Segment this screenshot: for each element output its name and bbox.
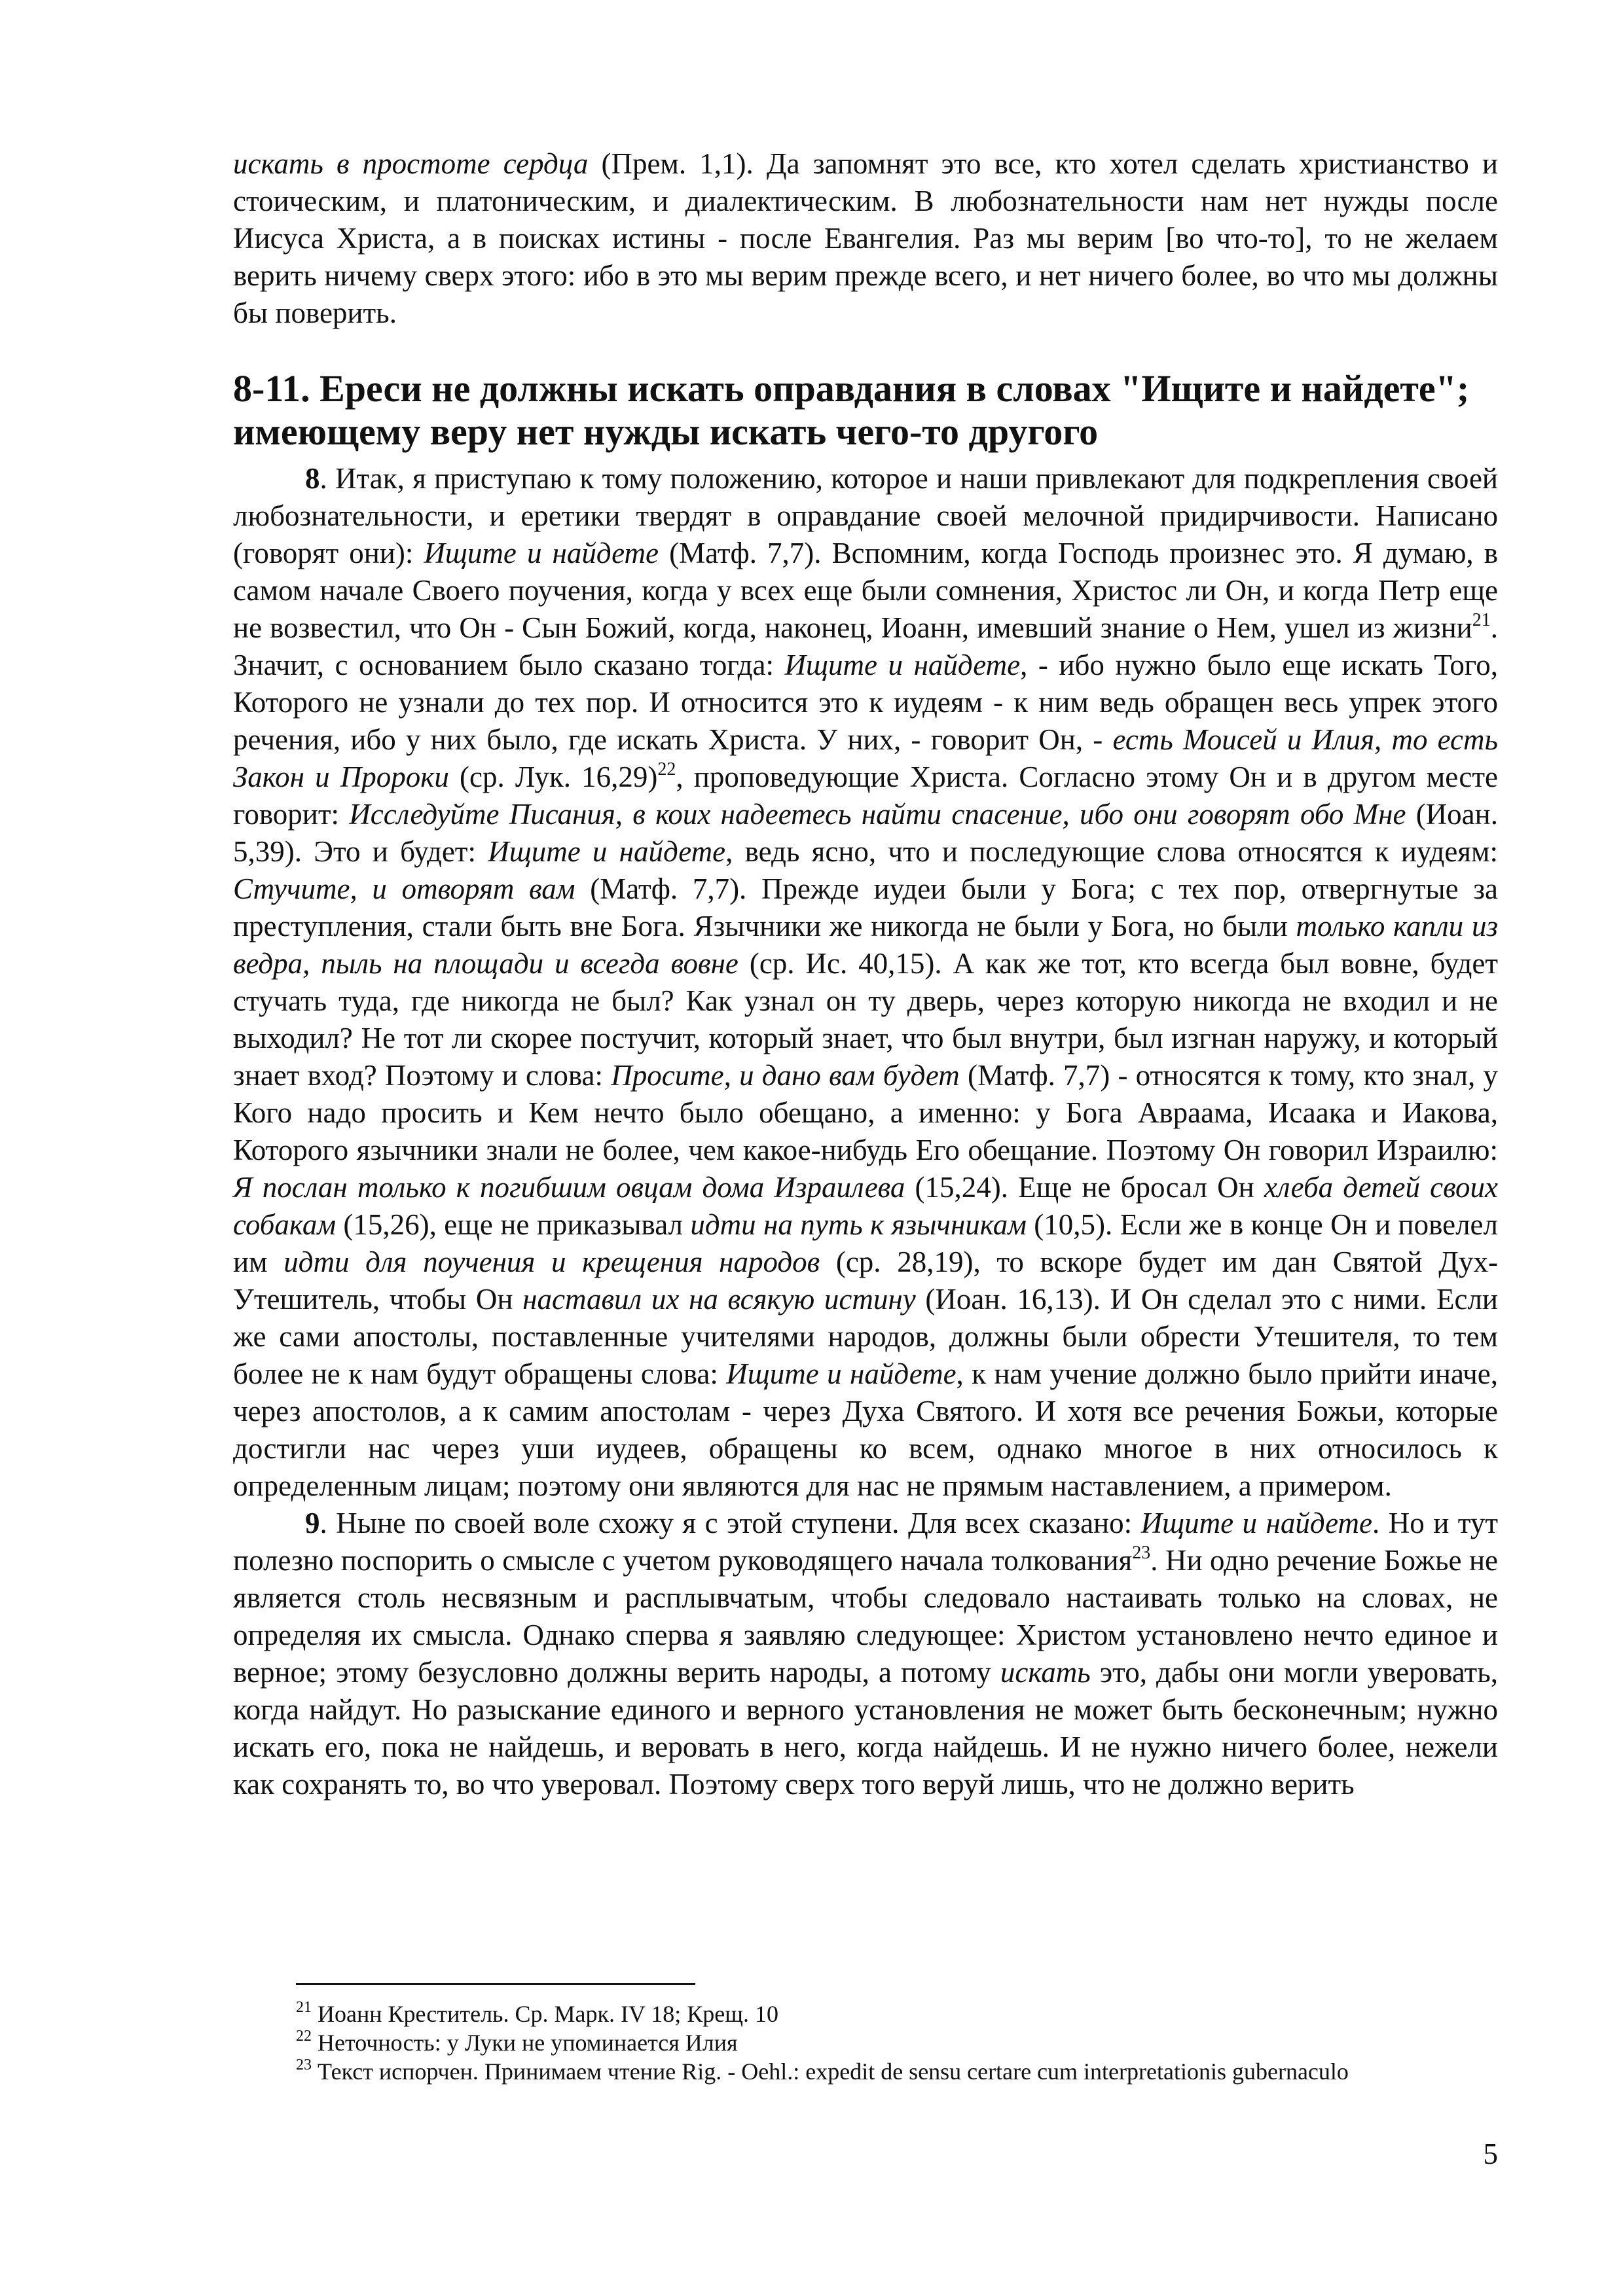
quotation: искать	[1000, 1656, 1091, 1689]
text-run: (Матф. 7,7). Прежде иудеи были у Бога; с тех пор, отвергнутые за преступления, стали быть вне Бога. Язычники же никогда не были у Бога, но были	[233, 872, 1498, 942]
text-run: , проповедующие Христа. Согласно этому Он и в другом месте говорит:	[233, 761, 1498, 831]
text-run: (Прем. 1,1). Да запомнят это все, кто хотел сделать христианство и стоическим, и платоническим, и диалектическим. В любознательности нам нет нужды после Иисуса Христа, а в поисках истины - после Евангелия. Раз мы верим [во что-то], то не желаем верить ничему сверх этого: ибо в это мы верим прежде всего, и нет ничего более, во что мы должны бы поверить.	[233, 147, 1498, 329]
text-run: . Итак, я приступаю к тому положению, которое и наши привлекают для подкрепления своей любознательности, и еретики твердят в оправдание своей мелочной придирчивости. Написано (говорят они):	[233, 462, 1498, 569]
paragraph-8	[233, 460, 1498, 1505]
footnote-text: Неточность: у Луки не упоминается Илия	[318, 2030, 738, 2056]
quotation: Ищите и найдете	[488, 835, 726, 868]
footnote-23	[233, 2057, 1498, 2086]
page-number: 5	[1483, 2138, 1498, 2170]
footnote-ref: 22	[657, 759, 676, 780]
quotation: идти на путь к язычникам	[690, 1208, 1027, 1241]
footnote-22	[233, 2028, 1498, 2057]
quotation: Исследуйте Писания, в коих надеетесь найти спасение, ибо они говорят обо Мне	[349, 798, 1406, 831]
text-run: это, дабы они могли уверовать, когда найдут. Но разыскание единого и верного установления не может быть бесконечным; нужно искать его, пока не найдешь, и веровать в него, когда найдешь. И не нужно ничего более, нежели как сохранять то, во что уверовал. Поэтому сверх того веруй лишь, что не должно верить	[233, 1656, 1498, 1801]
quotation: Стучите, и отворят вам	[233, 872, 575, 905]
text-run: (ср. Ис. 40,15). А как же тот, кто всегда был вовне, будет стучать туда, где никогда не был? Как узнал он ту дверь, через которую никогда не входил и не выходил? Не тот ли скорее постучит, который знает, что был внутри, был изгнан наружу, и который знает вход? Поэтому и слова:	[233, 947, 1499, 1092]
text-run: (10,5). Если же в конце Он и повелел им	[233, 1208, 1498, 1278]
quotation: Ищите и найдете	[784, 649, 1021, 681]
quotation: хлеба детей своих собакам	[233, 1171, 1498, 1241]
text-run: (ср. Лук. 16,29)	[448, 761, 658, 793]
quotation: Ищите и найдете	[1140, 1507, 1372, 1539]
section-heading: 8-11. Ереси не должны искать оправдания в словах "Ищите и найдете"; имеющему веру нет нужды искать чего-то другого	[233, 367, 1470, 453]
footnote-number: 21	[296, 1999, 312, 2016]
text-run: (Иоан. 5,39). Это и будет:	[233, 798, 1498, 868]
quotation: Ищите и найдете	[726, 1357, 957, 1390]
footnote-number: 22	[296, 2028, 312, 2045]
quotation: только капли из ведра, пыль на площади и всегда вовне	[233, 910, 1499, 980]
text-run: (ср. 28,19), то вскоре будет им дан Святой Дух-Утешитель, чтобы Он	[233, 1246, 1498, 1316]
text-run: . Ныне по своей воле схожу я с этой ступени. Для всех сказано:	[319, 1507, 1141, 1539]
quotation: Просите, и дано вам будет	[611, 1059, 960, 1092]
text-run: . Но и тут полезно поспорить о смысле с учетом руководящего начала толкования	[233, 1507, 1498, 1577]
text-run: (Матф. 7,7) - относятся к тому, кто знал, у Кого надо просить и Кем нечто было обещано, а именно: у Бога Авраама, Исаака и Иакова, Которого язычники знали не более, чем какое-нибудь Его обещание. Поэтому Он говорил Израилю:	[233, 1059, 1498, 1166]
text-run: (Иоан. 16,13). И Он сделал это с ними. Если же сами апостолы, поставленные учителями народов, должны были обрести Утешителя, то тем более не к нам будут обращены слова:	[233, 1283, 1498, 1390]
text-run: (15,26), еще не приказывал	[336, 1208, 691, 1241]
text-run: . Ни одно речение Божье не является столь несвязным и расплывчатым, чтобы следовало настаивать только на словах, не определяя их смысла. Однако сперва я заявляю следующее: Христом установлено нечто единое и верное; этому безусловно должны верить народы, а потому	[233, 1544, 1499, 1689]
footnotes	[233, 1983, 1498, 2086]
footnote-text: Текст испорчен. Принимаем чтение Rig. - Oehl.: expedit de sensu certare cum interpretationis gubernaculo	[318, 2058, 1349, 2085]
quotation: наставил их на всякую истину	[522, 1283, 916, 1316]
quotation: идти для поучения и крещения народов	[283, 1246, 820, 1278]
footnote-21	[233, 2000, 1498, 2028]
paragraph-number: 8	[305, 462, 320, 495]
text-run: . Значит, с основанием было сказано тогда:	[233, 611, 1498, 681]
text-run: (Матф. 7,7). Вспомним, когда Господь произнес это. Я думаю, в самом начале Своего поучения, когда у всех еще были сомнения, Христос ли Он, и когда Петр еще не возвестил, что Он - Сын Божий, когда, наконец, Иоанн, имевший знание о Нем, ушел из жизни	[233, 537, 1499, 644]
paragraph-9	[233, 1505, 1498, 1803]
footnote-text: Иоанн Креститель. Ср. Марк. IV 18; Крещ. 10	[318, 2001, 779, 2027]
footnote-ref: 21	[1472, 610, 1491, 630]
footnote-ref: 23	[1132, 1543, 1151, 1563]
quotation: Я послан только к погибшим овцам дома Израилева	[233, 1171, 905, 1204]
text-run: , ведь ясно, что и последующие слова относятся к иудеям:	[725, 835, 1498, 868]
quotation: есть Моисей и Илия, то есть Закон и Пророки	[233, 723, 1498, 793]
text-run: (15,24). Еще не бросал Он	[905, 1171, 1264, 1204]
text-run: , к нам учение должно было прийти иначе, через апостолов, а к самим апостолам - через Духа Святого. И хотя все речения Божьи, которые достигли нас через уши иудеев, обращены ко всем, однако многое в них относилось к определенным лицам; поэтому они являются для нас не прямым наставлением, а примером.	[233, 1357, 1498, 1502]
footnote-separator	[296, 1983, 695, 1985]
text-run: , - ибо нужно было еще искать Того, Которого не узнали до тех пор. И относится это к иудеям - к ним ведь обращен весь упрек этого речения, ибо у них было, где искать Христа. У них, - говорит Он, -	[233, 649, 1498, 756]
main-text	[233, 145, 1498, 1803]
quotation: Ищите и найдете	[424, 537, 659, 569]
paragraph-number: 9	[305, 1507, 320, 1539]
intro-paragraph	[233, 145, 1498, 332]
quotation: искать в простоте сердца	[233, 147, 589, 180]
footnote-number: 23	[296, 2056, 312, 2073]
